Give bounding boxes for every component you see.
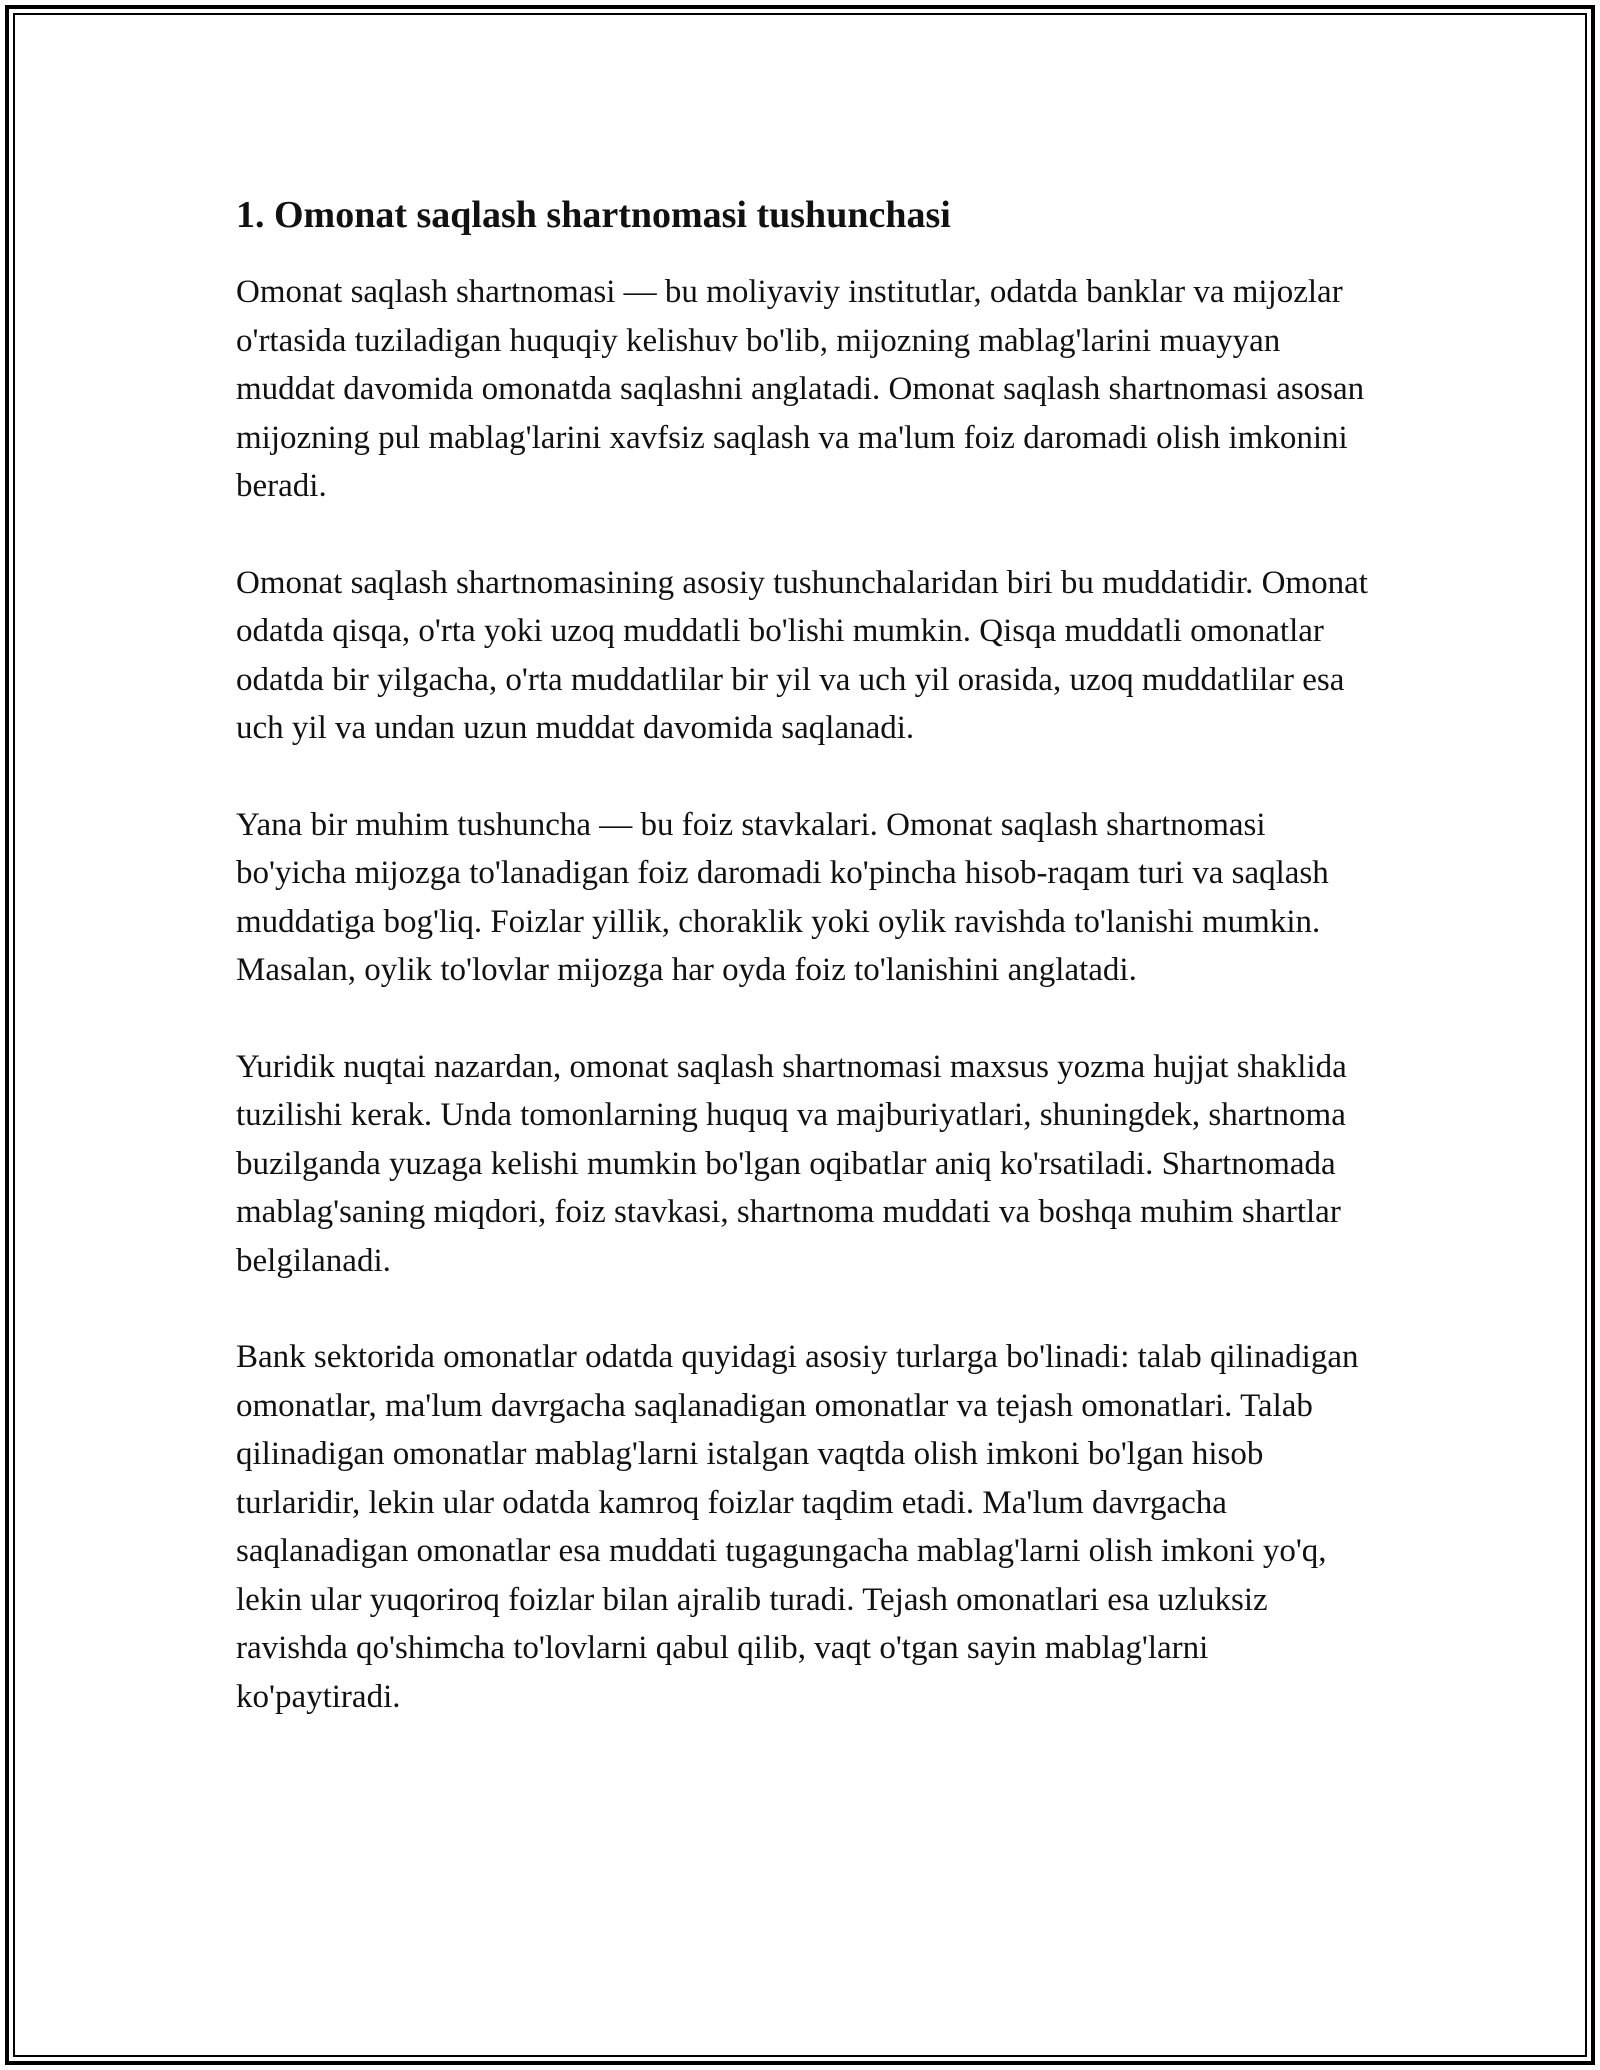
paragraph-4: Yuridik nuqtai nazardan, omonat saqlash shartnomasi maxsus yozma hujjat shaklida tuzilishi kerak. Unda tomonlarning huquq va majburiyatlari, shuningdek, shartnoma buzilganda yuzaga kelishi mumkin bo'lgan oqibatlar aniq ko'rsatiladi. Shartnomada mablag'saning miqdori, foiz stavkasi, shartnoma muddati va boshqa muhim shartlar belgilanadi. bbox=[236, 1048, 1347, 1279]
section-heading: 1. Omonat saqlash shartnomasi tushunchasi bbox=[236, 194, 951, 236]
paragraph-3: Yana bir muhim tushuncha — bu foiz stavkalari. Omonat saqlash shartnomasi bo'yicha mijozga to'lanadigan foiz daromadi ko'pincha hisob-raqam turi va saqlash muddatiga bog'liq. Foizlar yillik, choraklik yoki oylik ravishda to'lanishi mumkin. Masalan, oylik to'lovlar mijozga har oyda foiz to'lanishini anglatadi. bbox=[236, 806, 1329, 988]
document-body bbox=[236, 184, 1376, 1769]
paragraph-1: Omonat saqlash shartnomasi — bu moliyaviy institutlar, odatda banklar va mijozlar o'rtasida tuziladigan huquqiy kelishuv bo'lib, mijozning mablag'larini muayyan muddat davomida omonatda saqlashni anglatadi. Omonat saqlash shartnomasi asosan mijozning pul mablag'larini xavfsiz saqlash va ma'lum foiz daromadi olish imkonini beradi. bbox=[236, 274, 1365, 504]
paragraph-5: Bank sektorida omonatlar odatda quyidagi asosiy turlarga bo'linadi: talab qilinadigan omonatlar, ma'lum davrgacha saqlanadigan omonatlar va tejash omonatlari. Talab qilinadigan omonatlar mablag'larni istalgan vaqtda olish imkoni bo'lgan hisob turlaridir, lekin ular odatda kamroq foizlar taqdim etadi. Ma'lum davrgacha saqlanadigan omonatlar esa muddati tugagungacha mablag'larni olish imkoni yo'q, lekin ular yuqoriroq foizlar bilan ajralib turadi. Tejash omonatlari esa uzluksiz ravishda qo'shimcha to'lovlarni qabul qilib, vaqt o'tgan sayin mablag'larni ko'paytiradi. bbox=[236, 1339, 1359, 1715]
paragraph-2: Omonat saqlash shartnomasining asosiy tushunchalaridan biri bu muddatidir. Omonat odatda qisqa, o'rta yoki uzoq muddatli bo'lishi mumkin. Qisqa muddatli omonatlar odatda bir yilgacha, o'rta muddatlilar bir yil va uch yil orasida, uzoq muddatlilar esa uch yil va undan uzun muddat davomida saqlanadi. bbox=[236, 564, 1368, 746]
